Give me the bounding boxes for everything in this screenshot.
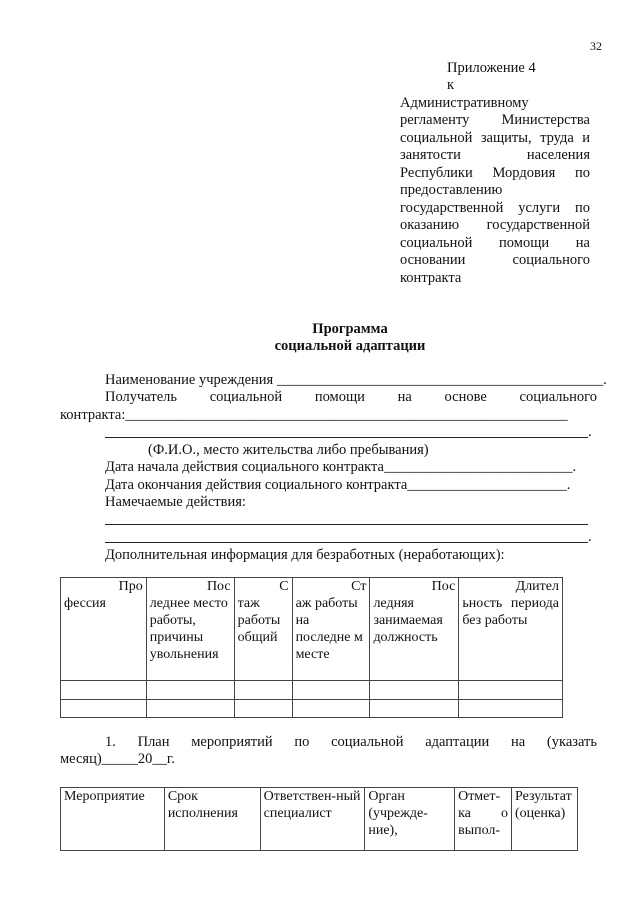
start-date-field: Дата начала действия социального контракта__________________________. xyxy=(105,459,577,475)
appendix-line: Республики Мордовия по xyxy=(400,165,590,181)
plan-heading: 1. План мероприятий по социальной адаптации на (указать xyxy=(105,734,597,750)
blank-line xyxy=(105,542,588,543)
contract-field: контракта:_____________________________________________________________ xyxy=(60,407,568,423)
header-cell: Ст аж работы на последне м месте xyxy=(292,578,370,681)
header-cell: Пос леднее место работы, причины увольнения xyxy=(146,578,234,681)
appendix-line: регламенту Министерства xyxy=(400,112,590,128)
document-title: Программа xyxy=(312,321,388,337)
appendix-line: социальной защиты, труда и xyxy=(400,130,590,146)
table-row xyxy=(61,681,563,700)
header-cell: Срок исполнения xyxy=(164,788,260,851)
unemployed-info-label: Дополнительная информация для безработных (неработающих): xyxy=(105,547,505,563)
end-date-field: Дата окончания действия социального контракта______________________. xyxy=(105,477,571,493)
page-number: 32 xyxy=(590,39,602,53)
header-cell: Орган (учрежде-ние), xyxy=(365,788,455,851)
appendix-line: Приложение 4 xyxy=(447,60,536,76)
appendix-line: основании социального xyxy=(400,252,590,268)
appendix-line: к xyxy=(447,77,455,93)
plan-heading-month: месяц)_____20__г. xyxy=(60,751,175,767)
appendix-line: Административному xyxy=(400,95,529,111)
appendix-line: контракта xyxy=(400,270,462,286)
header-cell: Результат (оценка) xyxy=(511,788,577,851)
appendix-line: предоставлению xyxy=(400,182,503,198)
unemployed-info-table xyxy=(60,577,563,718)
table-row xyxy=(61,700,563,718)
plan-table xyxy=(60,787,578,851)
header-cell: Длител ьность периода без работы xyxy=(459,578,563,681)
blank-line xyxy=(105,524,588,525)
header-cell: Отмет-ка о выпол- xyxy=(455,788,512,851)
appendix-line: государственной услуги по xyxy=(400,200,590,216)
appendix-line: занятости населения xyxy=(400,147,590,163)
header-cell: Про фессия xyxy=(61,578,147,681)
document-subtitle: социальной адаптации xyxy=(274,338,426,354)
recipient-line: Получатель социальной помощи на основе социального xyxy=(105,389,597,405)
institution-field: Наименование учреждения _____________________________________________. xyxy=(105,372,607,388)
header-cell: Пос ледняя занимаемая должность xyxy=(370,578,459,681)
actions-label: Намечаемые действия: xyxy=(105,494,246,510)
header-cell: Ответствен-ный специалист xyxy=(260,788,365,851)
period: . xyxy=(588,424,592,440)
header-cell: С таж работы общий xyxy=(234,578,292,681)
period: . xyxy=(588,529,592,545)
table-header-row xyxy=(61,788,578,851)
blank-line xyxy=(105,437,588,438)
appendix-line: оказанию государственной xyxy=(400,217,590,233)
appendix-line: социальной помощи на xyxy=(400,235,590,251)
header-cell: Мероприятие xyxy=(61,788,165,851)
fio-caption: (Ф.И.О., место жительства либо пребывания) xyxy=(148,442,429,458)
table-header-row xyxy=(61,578,563,681)
